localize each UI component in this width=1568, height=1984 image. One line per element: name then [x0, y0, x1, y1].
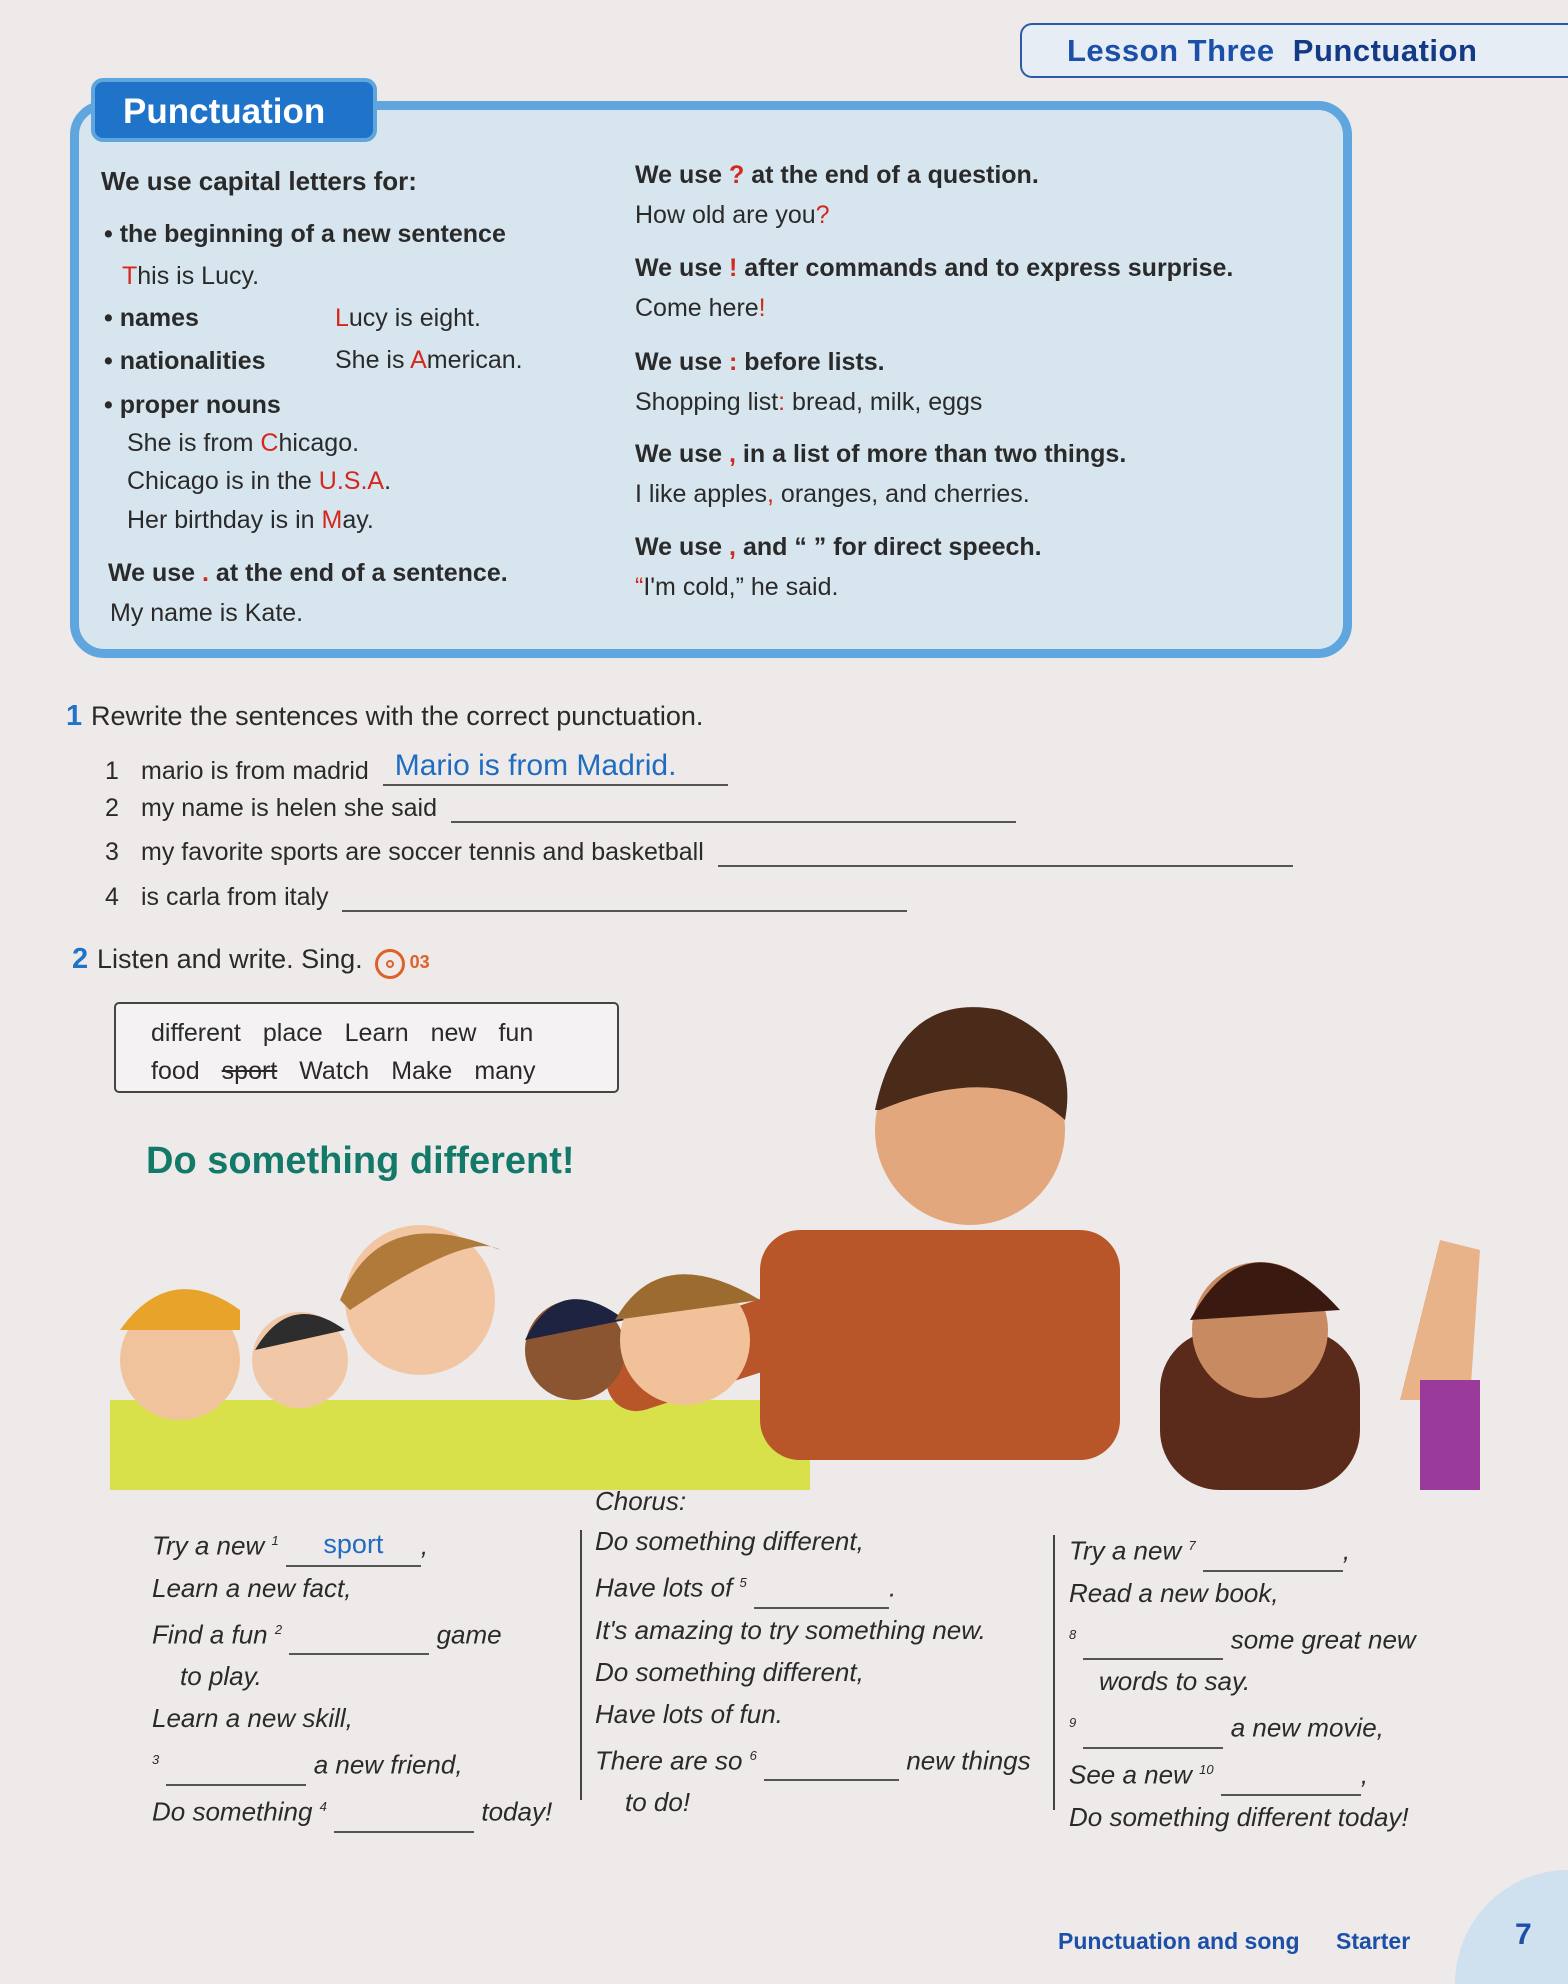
- answer-1[interactable]: sport: [286, 1523, 421, 1567]
- kid-cap: [120, 1289, 240, 1330]
- exercise-item: [105, 882, 1355, 927]
- punctuation-rule: [635, 347, 982, 417]
- example: Chicago is in the U.S.A.: [127, 467, 392, 495]
- column-divider: [580, 1530, 582, 1800]
- lesson-label: Lesson Three: [1067, 33, 1275, 68]
- answer-field[interactable]: [718, 865, 1293, 867]
- rule-text: We use ! after commands and to express surprise.: [635, 254, 1234, 282]
- period-example: My name is Kate.: [110, 599, 304, 627]
- box-title: Punctuation: [91, 78, 377, 142]
- waving-hand: [1400, 1240, 1480, 1400]
- punctuation-rule: [635, 532, 1042, 602]
- example: She is American.: [335, 346, 523, 374]
- bullet-item: • nationalities: [104, 347, 266, 375]
- girl-sleeve: [1420, 1380, 1480, 1490]
- punctuation-rule: [635, 439, 1126, 509]
- rule-text: We use ? at the end of a question.: [635, 161, 1039, 189]
- bullet-item: • names: [104, 304, 199, 332]
- bullet-item: • the beginning of a new sentence: [104, 220, 506, 248]
- kid-hair: [1190, 1262, 1340, 1320]
- exercise-item: [105, 748, 1355, 793]
- rule-example: I like apples, oranges, and cherries.: [635, 480, 1030, 508]
- item-number: 1: [105, 757, 119, 785]
- word-bank-word: fun: [498, 1019, 534, 1047]
- item-number: 3: [105, 838, 119, 866]
- column-divider: [1053, 1535, 1055, 1810]
- item-prompt: my favorite sports are soccer tennis and basketball: [141, 838, 704, 866]
- footer-level: Starter: [1336, 1928, 1411, 1954]
- shirts-row: [110, 1400, 810, 1490]
- rule-example: Shopping list: bread, milk, eggs: [635, 388, 983, 416]
- example: Her birthday is in May.: [127, 506, 374, 534]
- verse-1: Try a new $^1$ sport , Learn a new fact, Find a fun $^2$ game to play. Learn a new skill, $^3$ a new friend, Do something $^4$ today!: [152, 1520, 572, 1833]
- page-number: 7: [1515, 1918, 1532, 1951]
- exercise-1-items: [105, 748, 1355, 926]
- exercise-item: [105, 793, 1355, 838]
- answer-field[interactable]: Mario is from Madrid.: [383, 748, 728, 786]
- rule-example: How old are you?: [635, 201, 830, 229]
- word-bank-word: Watch: [299, 1057, 370, 1085]
- word-bank-word: different: [151, 1019, 241, 1047]
- example: Lucy is eight.: [335, 304, 481, 332]
- lesson-header: [1020, 23, 1568, 78]
- answer-field[interactable]: [451, 821, 1016, 823]
- rule-text: We use , in a list of more than two things.: [635, 440, 1127, 468]
- answer-2-blank[interactable]: [289, 1653, 429, 1655]
- item-prompt: my name is helen she said: [141, 793, 437, 822]
- example: This is Lucy.: [122, 262, 260, 290]
- period-rule: We use . at the end of a sentence.: [108, 559, 508, 587]
- footer-section: Punctuation and song: [1058, 1928, 1300, 1954]
- example: She is from Chicago.: [127, 429, 360, 457]
- bullet-item: • proper nouns: [104, 391, 281, 419]
- word-bank-word: food: [151, 1057, 200, 1085]
- rule-text: We use : before lists.: [635, 348, 885, 376]
- song-title: Do something different!: [146, 1140, 575, 1182]
- punctuation-rule: [635, 160, 1039, 230]
- word-bank-word: many: [474, 1057, 536, 1085]
- item-number: 2: [105, 793, 119, 822]
- word-bank-word: new: [430, 1019, 477, 1047]
- rule-example: Come here!: [635, 294, 766, 322]
- answer-4-blank[interactable]: [334, 1831, 474, 1833]
- punctuation-rule: [635, 253, 1233, 323]
- page-corner-circle: [1455, 1870, 1568, 1984]
- exercise-item: [105, 837, 1355, 882]
- capitals-heading: We use capital letters for:: [101, 166, 417, 196]
- item-prompt: is carla from italy: [141, 882, 329, 911]
- answer-field[interactable]: [342, 910, 907, 912]
- song-illustration: [0, 980, 1568, 1490]
- rule-text: We use , and “ ” for direct speech.: [635, 533, 1042, 561]
- lesson-topic: Punctuation: [1292, 33, 1478, 68]
- word-bank-word: Learn: [344, 1019, 409, 1047]
- exercise-2-heading: 2 Listen and write. Sing. 03: [72, 943, 430, 979]
- word-bank-word: sport: [221, 1057, 278, 1085]
- word-bank-word: Make: [391, 1057, 453, 1085]
- chorus: Do something different, Have lots of $^5$ . It's amazing to try something new. Do something different, Have lots of fun. There are so $^6$ new things to do!: [595, 1526, 1031, 1818]
- word-bank-word: place: [262, 1019, 323, 1047]
- track-number: 03: [409, 952, 430, 972]
- item-number: 4: [105, 882, 119, 911]
- rule-example: “I'm cold,” he said.: [635, 573, 839, 601]
- chorus-label: Chorus:: [595, 1486, 687, 1516]
- verse-2: Try a new $^7$ , Read a new book, $^8$ some great new words to say. $^9$ a new movie, See a new $^{10}$ , Do something different today!: [1069, 1535, 1416, 1832]
- exercise-1-heading: 1 Rewrite the sentences with the correct punctuation.: [66, 700, 704, 732]
- audio-cd-icon[interactable]: [375, 949, 405, 979]
- answer-6-blank[interactable]: [764, 1779, 899, 1781]
- item-prompt: mario is from madrid: [141, 757, 369, 785]
